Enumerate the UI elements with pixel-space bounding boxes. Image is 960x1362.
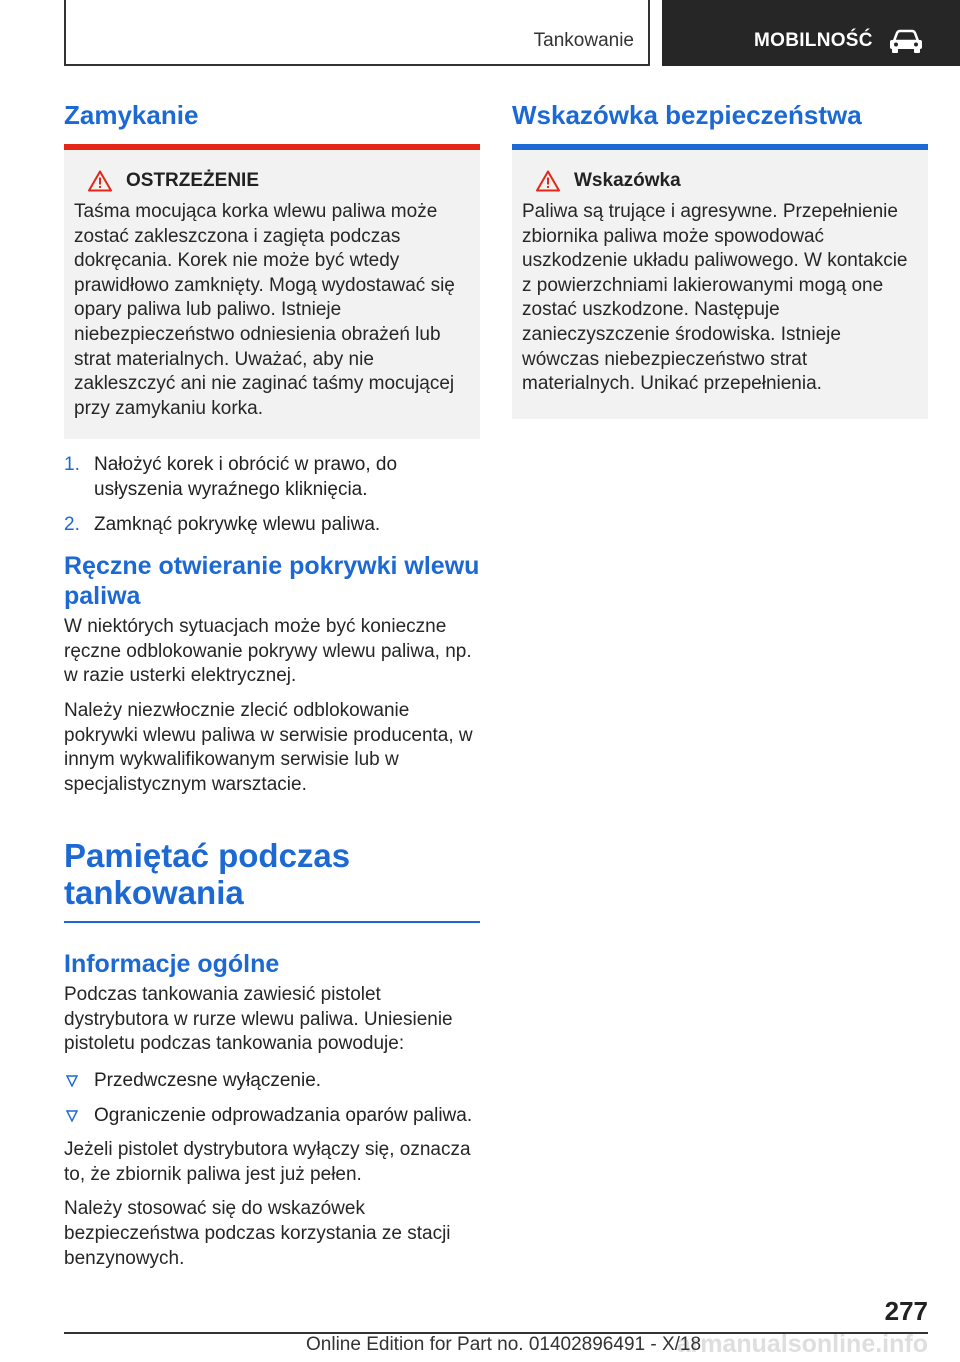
header-section-tab [64,0,650,66]
list-item: 1. Nałożyć korek i obrócić w prawo, do usłyszenia wyraźnego kliknięcia. [64,454,398,500]
page-number: 277 [884,1296,928,1326]
watermark: armanualsonline.info [676,1330,928,1358]
list-item: 2. Zamknąć pokrywkę wlewu paliwa. [64,513,381,535]
general-info-p1: Podczas tankowania zawiesić pistolet dystrybutora w rurze wlewu paliwa. Uniesienie pistoletu podczas tankowania powoduje: [64,984,453,1055]
hint-header [536,170,920,192]
warning-triangle-icon [88,170,112,192]
closing-heading: Zamykanie [64,100,199,130]
general-info-heading: Informacje ogólne [64,950,280,979]
remember-rule [64,921,480,923]
hint-title: Wskazówka [574,170,681,191]
safety-heading: Wskazówka bezpieczeństwa [512,100,862,130]
car-icon [888,29,924,55]
warning-box [64,150,480,439]
manual-open-p2: Należy niezwłocznie zlecić odblokowanie pokrywki wlewu paliwa w serwisie producenta, w innym wykwalifikowanym serwisie lub w specjalistycznym warsztacie. [64,699,473,795]
bullet-triangle-icon [66,1110,78,1122]
warning-text: Taśma mocująca korka wlewu paliwa może zostać zakleszczona i zagięta podczas dokręcania. Korek nie może być wtedy prawidłowo zamknięty. Mogą wydostawać się opary paliwa lub paliwo. Istnieje niebezpieczeństwo odniesienia obrażeń lub strat materialnych. Uważać, aby nie zakleszczyć ani nie zaginać taśmy mocującej przy zamykaniu korka. [74,201,455,419]
closing-steps [64,453,480,537]
warning-triangle-icon [536,170,560,192]
bullet-triangle-icon [66,1075,78,1087]
general-info-p3: Należy stosować się do wskazówek bezpieczeństwa podczas korzystania ze stacji benzynowych. [64,1198,451,1269]
right-column [512,100,928,419]
hint-box [512,150,928,419]
list-item: Ograniczenie odprowadzania oparów paliwa. [64,1104,480,1129]
hint-text: Paliwa są trujące i agresywne. Przepełnienie zbiornika paliwa może spowodować uszkodzenie układu paliwowego. W kontakcie z powierzchniami lakierowanymi mogą one zostać uszkodzone. Następuje zanieczyszczenie środowiska. Istnieje wówczas niebezpieczeństwo strat materialnych. Unikać przepełnienia. [522,201,908,395]
remember-heading: Pamiętać podczas tankowania [64,837,351,912]
manual-open-heading: Ręczne otwieranie pokrywki wlewu paliwa [64,552,480,611]
header-section-title: Tankowanie [533,30,634,51]
manual-open-p1: W niektórych sytuacjach może być konieczne ręczne odblokowanie pokrywy wlewu paliwa, np. w razie usterki elektrycznej. [64,616,472,687]
header-chapter-title: MOBILNOŚĆ [754,30,873,51]
effects-list [64,1069,480,1128]
edition-text: Online Edition for Part no. 01402896491 - X/18 [306,1334,702,1355]
list-item: Przedwczesne wyłączenie. [64,1069,480,1094]
warning-header [88,170,472,192]
header-chapter-tab [662,0,960,66]
left-column [64,100,480,1271]
warning-title: OSTRZEŻENIE [126,170,260,191]
general-info-p2: Jeżeli pistolet dystrybutora wyłączy się, oznacza to, że zbiornik paliwa jest już pełen. [64,1139,471,1185]
